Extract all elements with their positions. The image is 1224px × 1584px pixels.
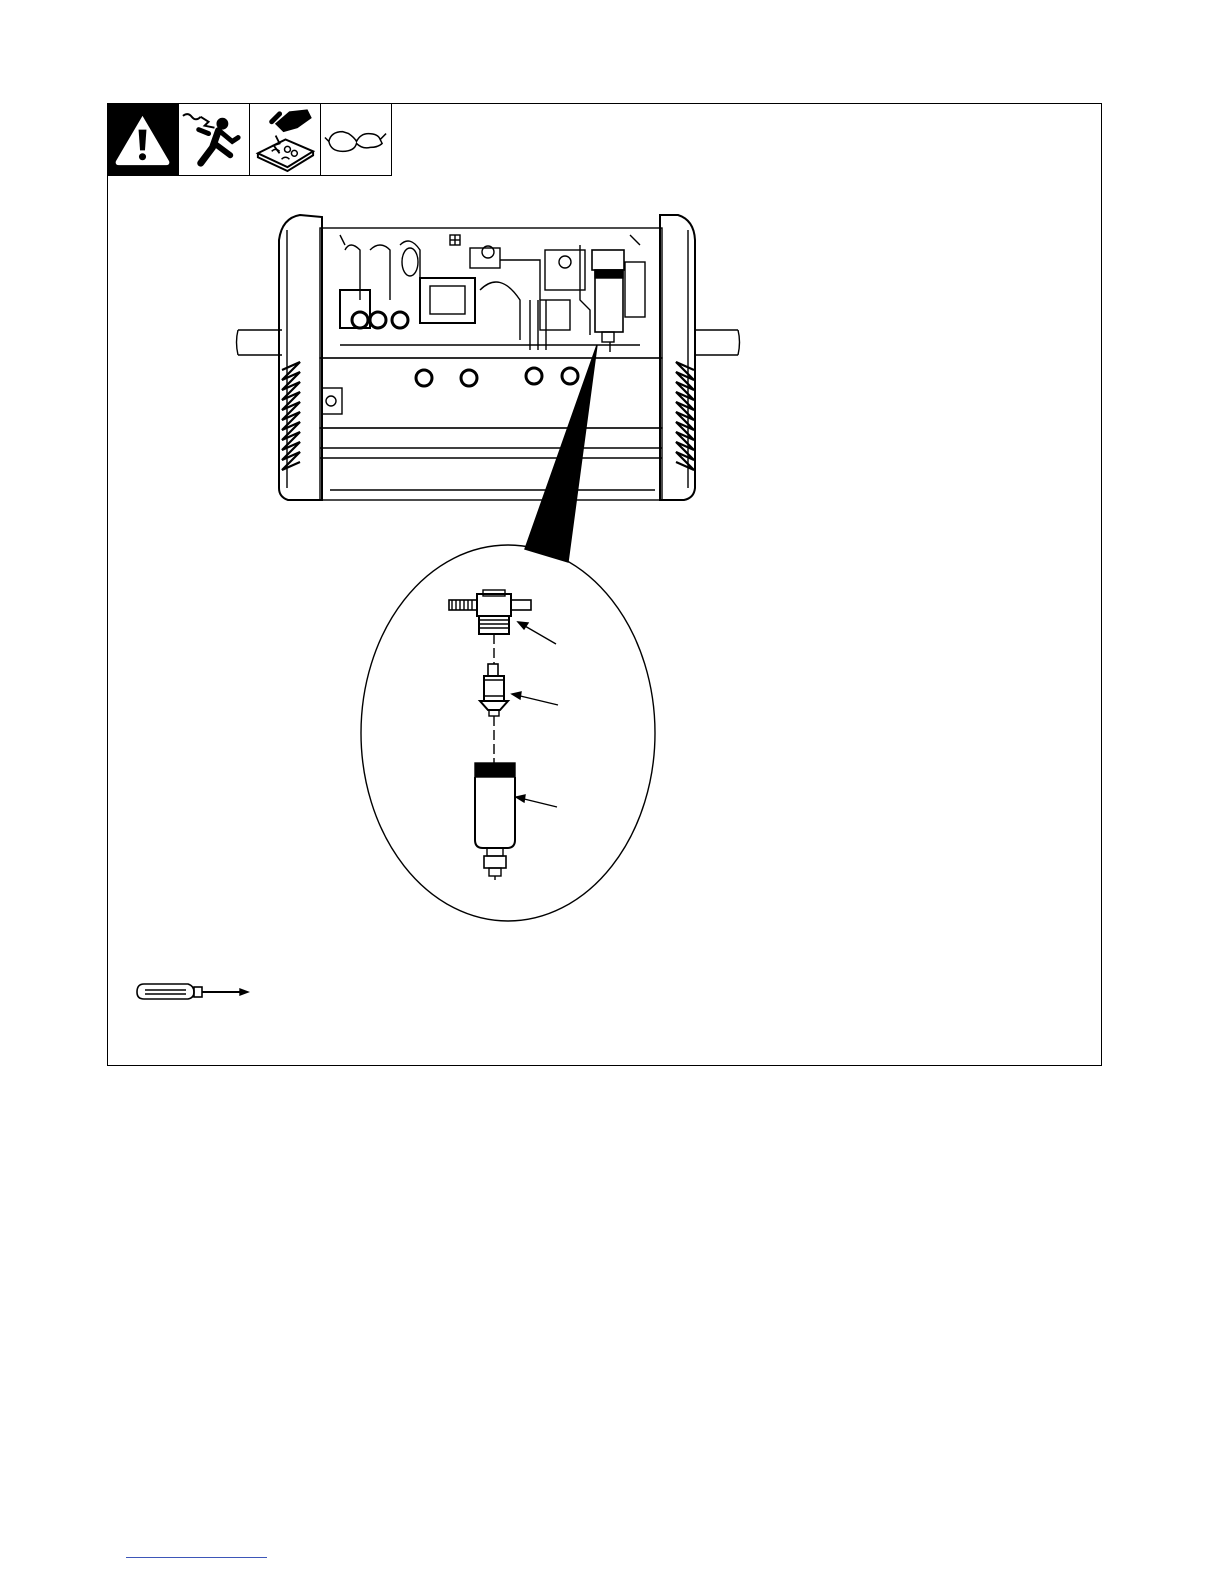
filter-bowl — [475, 763, 515, 880]
screwdriver-icon — [137, 984, 248, 999]
welder-unit-drawing — [237, 215, 740, 500]
footer-link-underline — [126, 1557, 267, 1558]
callout-leaders — [512, 622, 558, 807]
detail-view-ellipse — [361, 545, 655, 921]
filter-element — [480, 664, 508, 716]
filter-housing-head — [449, 590, 531, 634]
